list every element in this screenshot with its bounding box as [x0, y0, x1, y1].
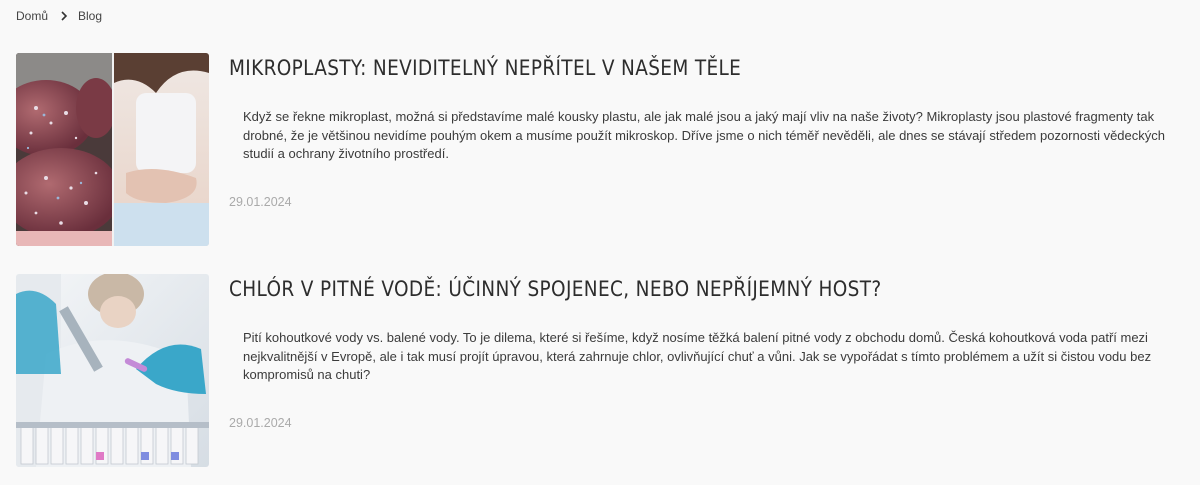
post-thumbnail-chlorine-lab[interactable]: [16, 274, 209, 467]
post-thumbnail-microplastics[interactable]: [16, 53, 209, 246]
blog-post-card: [16, 274, 1186, 468]
breadcrumb-home-link[interactable]: Domů: [16, 9, 49, 23]
post-date: 29.01.2024: [229, 195, 292, 209]
breadcrumb: [16, 9, 102, 23]
post-title-link[interactable]: CHLÓR V PITNÉ VODĚ: ÚČINNÝ SPOJENEC, NEBO NEPŘÍJEMNÝ HOST?: [229, 277, 882, 302]
post-date: 29.01.2024: [229, 416, 292, 430]
post-title-link[interactable]: MIKROPLASTY: NEVIDITELNÝ NEPŘÍTEL V NAŠEM TĚLE: [229, 56, 742, 81]
blog-post-card: [16, 53, 1186, 247]
breadcrumb-current: Blog: [78, 9, 103, 23]
post-excerpt: Pití kohoutkové vody vs. balené vody. To je dilema, které si řešíme, když nosíme těžká balení pitné vody z obchodu domů. Česká kohoutková voda patří mezi nejkvalitnější v Evropě, ale i tak musí projít úpravou, která zahrnuje chlor, ovlivňující chuť a vůni. Jak se vypořádat s tímto problémem a užít si čistou vodu bez kompromisů na chuti?: [243, 330, 1152, 382]
post-excerpt: Když se řekne mikroplast, možná si představíme malé kousky plastu, ale jak malé jsou a jaký mají vliv na naše životy? Mikroplasty jsou plastové fragmenty tak drobné, že je většinou nevidíme pouhým okem a musíme použít mikroskop. Dříve jsme o nich téměř nevěděli, ale dnes se stávají středem pozornosti vědeckých studií a ochrany životního prostředí.: [243, 109, 1165, 161]
chevron-right-icon: [54, 9, 74, 23]
